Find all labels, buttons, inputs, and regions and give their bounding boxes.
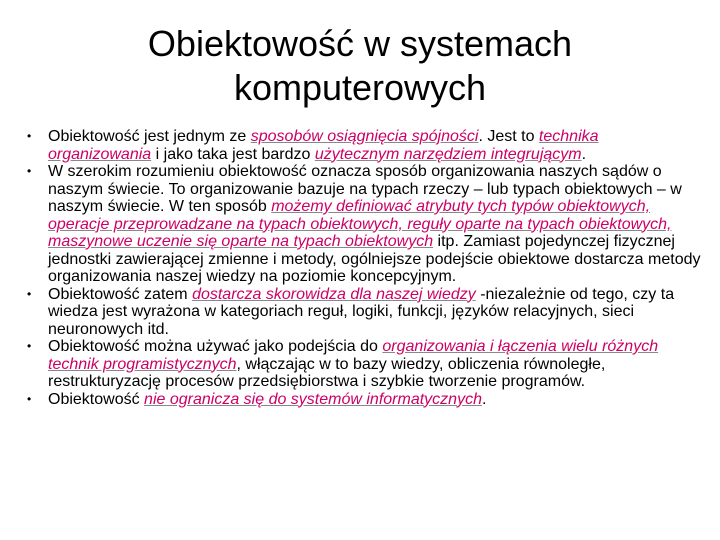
bullet-point-icon: • <box>27 129 32 143</box>
bullet-text: . Jest to <box>478 128 539 145</box>
bullet-item <box>22 391 702 409</box>
bullet-item <box>22 128 702 163</box>
bullet-list <box>22 128 702 408</box>
slide-title <box>60 22 660 110</box>
bullet-item <box>22 163 702 286</box>
bullet-text: itp. Zamiast pojedynczej fizycznej jednostki zawierającej zmienne i metody, ogólniejsze podejście obiektowe dostarcza metody organizowania naszej wiedzy na poziomie koncepcyjnym. <box>48 233 701 285</box>
bullet-text: , włączając w to bazy wiedzy, obliczenia równoległe, restrukturyzację procesów przedsiębiorstwa i szybkie tworzenie programów. <box>48 355 606 390</box>
bullet-text: . <box>581 145 587 163</box>
bullet-text: Obiektowość jest jednym ze <box>48 128 251 145</box>
emphasized-text: użytecznym narzędziem integrującym <box>314 145 582 163</box>
slide-title-line-2: komputerowych <box>233 67 487 108</box>
bullet-text: Obiektowość zatem <box>48 285 193 303</box>
emphasized-text: możemy definiować atrybuty tych typów obiektowych, operacje przeprowadzane na typach obiektowych, reguły oparte na typach obiektowych, maszynowe uczenie się oparte na typach obiektowych <box>48 198 672 250</box>
bullet-point-icon: • <box>27 391 32 406</box>
emphasized-text: organizowania i łączenia wielu różnych technik programistycznych <box>48 338 659 373</box>
bullet-text: i jako taka jest bardzo <box>151 145 315 163</box>
emphasized-text: dostarcza skorowidza dla naszej wiedzy <box>192 285 476 303</box>
bullet-text: Obiektowość <box>48 390 145 408</box>
bullet-text: -niezależnie od tego, czy ta wiedza jest wyrażona w kategoriach reguł, logiki, funkcji, języków relacyjnych, sieci neuronowych itd. <box>48 285 675 338</box>
bullet-text: W szerokim rozumieniu obiektowość oznacza sposób organizowania naszych sądów o naszym świecie. To organizowanie bazuje na typach rzeczy – lub typach obiektowych – w naszym świecie. W ten sposób <box>48 163 682 215</box>
emphasized-text: technika organizowania <box>48 128 599 163</box>
emphasized-text: nie ogranicza się do systemów informatycznych <box>144 390 482 408</box>
bullet-text: Obiektowość można używać jako podejścia do <box>48 338 383 355</box>
bullet-item <box>22 338 702 391</box>
slide-title-line-1: Obiektowość w systemach <box>147 23 573 64</box>
bullet-point-icon: • <box>27 286 32 301</box>
bullet-point-icon: • <box>27 339 32 353</box>
emphasized-text: sposobów osiągnięcia spójności <box>250 128 479 145</box>
bullet-item <box>22 286 702 339</box>
bullet-point-icon: • <box>27 164 32 178</box>
bullet-text: . <box>481 390 487 408</box>
